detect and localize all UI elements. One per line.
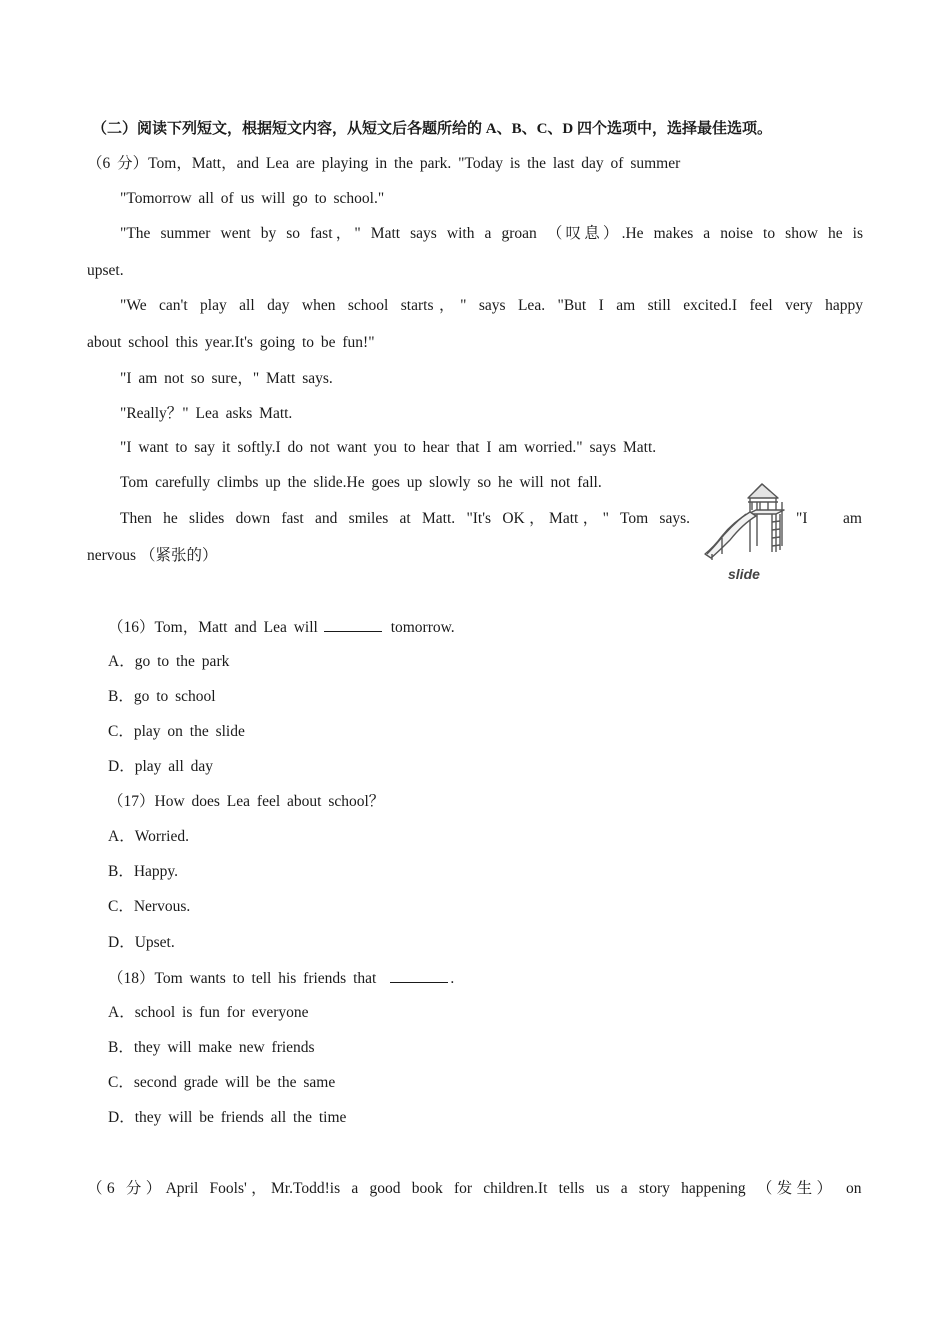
question-17: （17）How does Lea feel about school？	[108, 793, 385, 810]
option-d: D．play all day	[108, 758, 214, 775]
passage-intro: （6 分）Tom，Matt，and Lea are playing in the park. "Today is the last day of summer	[87, 155, 681, 172]
option-c: C．second grade will be the same	[108, 1074, 336, 1091]
passage-paragraph: "I want to say it softly.I do not want you to hear that I am worried." says Matt.	[120, 439, 657, 456]
passage-paragraph: "Tomorrow all of us will go to school."	[120, 190, 385, 207]
passage-paragraph: "Really？" Lea asks Matt.	[120, 405, 293, 422]
passage-continued-word: am	[843, 510, 862, 527]
option-c: C．Nervous.	[108, 898, 191, 915]
passage2-intro: （6 分）April Fools'，Mr.Todd!is a good book for children.It tells us a story happening （发生）	[87, 1180, 832, 1197]
option-b: B．go to school	[108, 688, 216, 705]
figure-caption: slide	[728, 566, 760, 582]
option-d: D．they will be friends all the time	[108, 1109, 347, 1126]
question-16	[108, 617, 455, 638]
answer-blank	[390, 968, 448, 983]
passage-paragraph-continuation: about school this year.It's going to be fun!"	[87, 334, 375, 351]
option-a: A．go to the park	[108, 653, 230, 670]
option-b: B．they will make new friends	[108, 1039, 315, 1056]
passage-continued-word: "I	[796, 510, 808, 527]
passage-paragraph: "We can't play all day when school starts，" says Lea. "But I am still excited.I feel very happy	[120, 297, 863, 314]
question-stem-end: .	[450, 970, 455, 987]
option-c: C．play on the slide	[108, 723, 245, 740]
question-18	[108, 968, 454, 989]
option-d: D．Upset.	[108, 934, 175, 951]
option-b: B．Happy.	[108, 863, 179, 880]
passage-paragraph-continuation: nervous （紧张的）	[87, 547, 218, 564]
passage-paragraph-continuation: upset.	[87, 262, 124, 279]
passage-continued-word: on	[846, 1180, 862, 1197]
passage-paragraph: Then he slides down fast and smiles at Matt. "It's OK，Matt，" Tom says.	[120, 510, 690, 527]
option-a: A．school is fun for everyone	[108, 1004, 309, 1021]
section-heading: （二）阅读下列短文，根据短文内容，从短文后各题所给的 A、B、C、D 四个选项中，选择最佳选项。	[92, 121, 773, 137]
passage-paragraph: "The summer went by so fast，" Matt says with a groan （叹息）.He makes a noise to show he is	[120, 225, 863, 242]
question-stem: （18）Tom wants to tell his friends that	[108, 970, 377, 987]
passage-paragraph: "I am not so sure，" Matt says.	[120, 370, 333, 387]
passage-paragraph: Tom carefully climbs up the slide.He goes up slowly so he will not fall.	[120, 474, 602, 491]
answer-blank	[324, 617, 382, 632]
option-a: A．Worried.	[108, 828, 189, 845]
question-stem-end: tomorrow.	[390, 619, 455, 636]
question-stem: （16）Tom，Matt and Lea will	[108, 619, 318, 636]
